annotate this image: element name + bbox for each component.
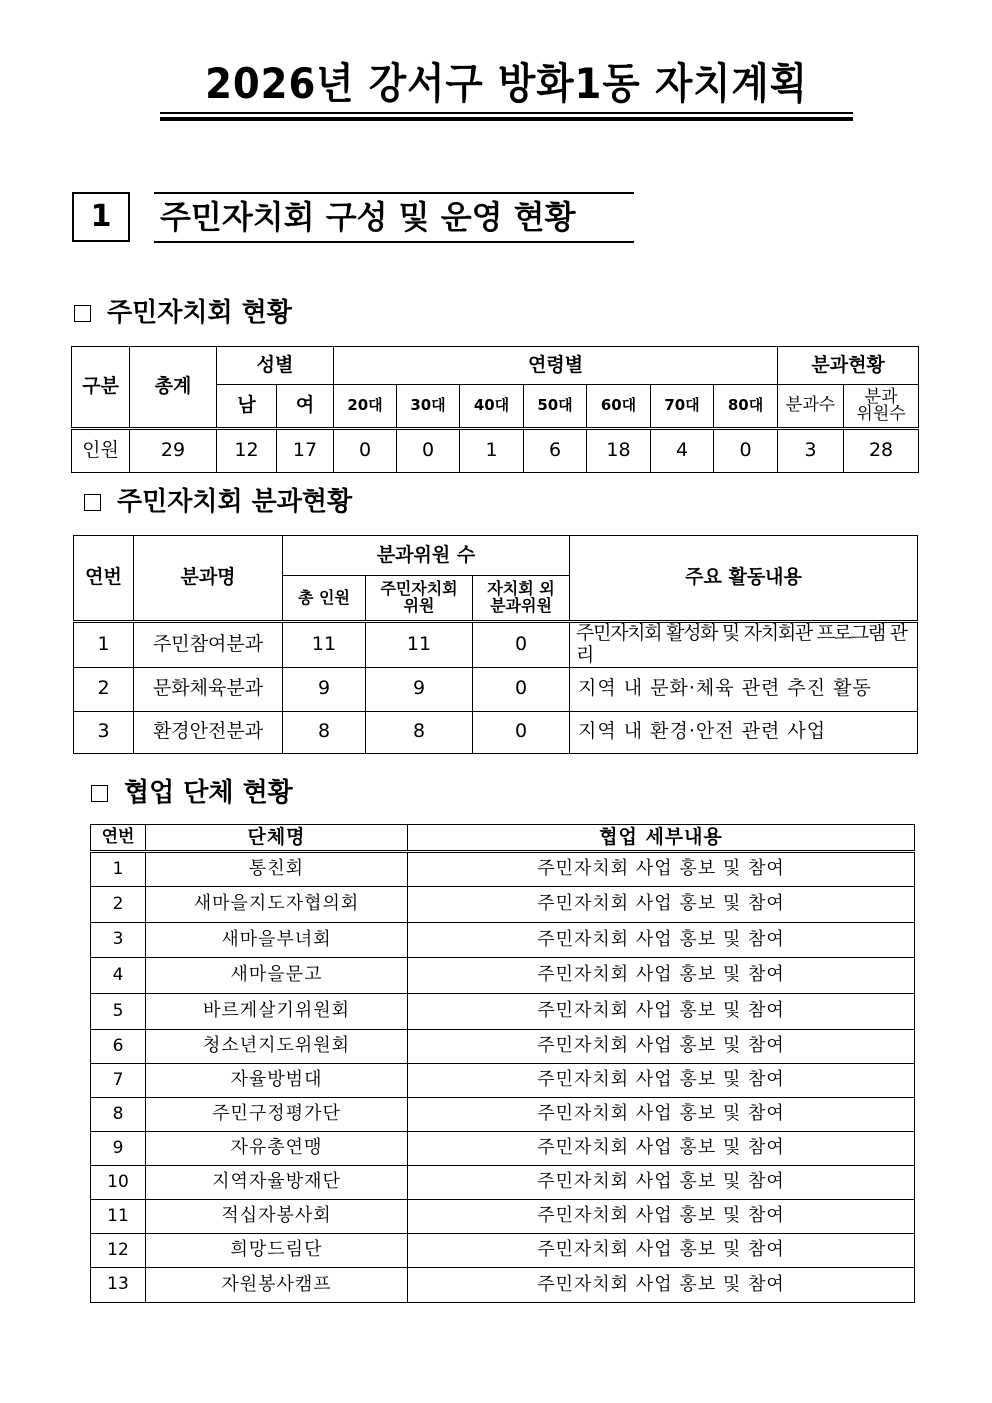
row-name: 자유총연맹 (146, 1132, 408, 1166)
row-no: 7 (91, 1064, 146, 1098)
value-age-80s: 0 (714, 429, 778, 473)
row-name: 자원봉사캠프 (146, 1268, 408, 1303)
row-activity: 지역 내 환경·안전 관련 사업 (570, 711, 918, 753)
row-detail: 주민자치회 사업 홍보 및 참여 (408, 1268, 915, 1303)
row-no: 11 (91, 1200, 146, 1234)
table-row (91, 1268, 915, 1303)
title-underline-thick (160, 117, 853, 121)
value-subcommittee-count: 3 (778, 429, 844, 473)
value-total: 29 (130, 429, 217, 473)
square-bullet-icon (84, 494, 101, 511)
document-title: 2026년 강서구 방화1동 자치계획 (205, 59, 808, 108)
header-age-40s: 40대 (460, 385, 524, 429)
value-subcommittee-members: 28 (844, 429, 919, 473)
table-row (91, 994, 915, 1030)
subheading-subcommittees-text: 주민자치회 분과현황 (117, 487, 353, 517)
row-total: 8 (283, 711, 366, 753)
row-name: 자율방범대 (146, 1064, 408, 1098)
header-age-20s: 20대 (334, 385, 397, 429)
table-row (91, 1166, 915, 1200)
row-no: 1 (74, 622, 134, 668)
row-total: 9 (283, 667, 366, 711)
row-external: 0 (473, 711, 570, 753)
row-name: 환경안전분과 (134, 711, 283, 753)
row-name: 지역자율방재단 (146, 1166, 408, 1200)
header-activities: 주요 활동내용 (570, 536, 918, 622)
value-male: 12 (217, 429, 277, 473)
row-label: 인원 (72, 429, 130, 473)
row-no: 5 (91, 994, 146, 1030)
row-detail: 주민자치회 사업 홍보 및 참여 (408, 887, 915, 923)
subheading-status (74, 297, 292, 329)
header-council-members-line1: 주민자치회 (380, 579, 458, 599)
section-title-rule-top (154, 192, 634, 194)
row-name: 새마을지도자협의회 (146, 887, 408, 923)
header-age-70s: 70대 (651, 385, 714, 429)
section-title-rule-bottom (154, 241, 634, 243)
subheading-partners (91, 777, 293, 809)
table-row (91, 852, 915, 887)
row-council: 11 (366, 622, 473, 668)
row-detail: 주민자치회 사업 홍보 및 참여 (408, 1234, 915, 1268)
row-no: 12 (91, 1234, 146, 1268)
status-table (71, 346, 919, 473)
row-name: 희망드림단 (146, 1234, 408, 1268)
table-row (91, 887, 915, 923)
row-no: 3 (74, 711, 134, 753)
row-detail: 주민자치회 사업 홍보 및 참여 (408, 1166, 915, 1200)
table-row (74, 667, 918, 711)
value-age-50s: 6 (524, 429, 587, 473)
header-subcommittee: 분과현황 (778, 347, 919, 385)
header-no: 연번 (91, 825, 146, 852)
row-no: 2 (91, 887, 146, 923)
row-no: 2 (74, 667, 134, 711)
header-no: 연번 (74, 536, 134, 622)
table-row (91, 1098, 915, 1132)
row-no: 3 (91, 923, 146, 958)
row-activity: 지역 내 문화·체육 관련 추진 활동 (570, 667, 918, 711)
row-no: 10 (91, 1166, 146, 1200)
row-name: 문화체육분과 (134, 667, 283, 711)
header-external-members (473, 576, 570, 622)
header-age-30s: 30대 (397, 385, 460, 429)
table-row (91, 1030, 915, 1064)
header-age-50s: 50대 (524, 385, 587, 429)
row-name: 주민구정평가단 (146, 1098, 408, 1132)
row-detail: 주민자치회 사업 홍보 및 참여 (408, 1098, 915, 1132)
value-age-40s: 1 (460, 429, 524, 473)
row-name: 청소년지도위원회 (146, 1030, 408, 1064)
header-age-60s: 60대 (587, 385, 651, 429)
header-name: 분과명 (134, 536, 283, 622)
value-age-60s: 18 (587, 429, 651, 473)
partners-table (90, 824, 915, 1303)
header-council-members (366, 576, 473, 622)
row-detail: 주민자치회 사업 홍보 및 참여 (408, 1030, 915, 1064)
header-details: 협업 세부내용 (408, 825, 915, 852)
header-subcommittee-members (844, 385, 919, 429)
subheading-subcommittees (84, 486, 352, 518)
row-name: 적십자봉사회 (146, 1200, 408, 1234)
row-detail: 주민자치회 사업 홍보 및 참여 (408, 994, 915, 1030)
row-name: 새마을부녀회 (146, 923, 408, 958)
value-age-30s: 0 (397, 429, 460, 473)
header-male: 남 (217, 385, 277, 429)
row-council: 9 (366, 667, 473, 711)
subcommittees-table (73, 535, 918, 754)
row-name: 통친회 (146, 852, 408, 887)
value-age-20s: 0 (334, 429, 397, 473)
value-age-70s: 4 (651, 429, 714, 473)
header-female: 여 (277, 385, 334, 429)
row-no: 6 (91, 1030, 146, 1064)
header-subcommittee-members-line2: 위원수 (856, 404, 906, 424)
title-underline-thin (160, 112, 853, 114)
subheading-partners-text: 협업 단체 현황 (124, 778, 293, 808)
header-external-members-line2: 분과위원 (490, 596, 552, 615)
header-council-members-line2: 위원 (403, 596, 435, 615)
row-detail: 주민자치회 사업 홍보 및 참여 (408, 852, 915, 887)
subheading-status-text: 주민자치회 현황 (107, 298, 292, 328)
row-name: 주민참여분과 (134, 622, 283, 668)
row-no: 1 (91, 852, 146, 887)
header-age-80s: 80대 (714, 385, 778, 429)
section-title: 주민자치회 구성 및 운영 현황 (160, 198, 576, 236)
table-row (91, 1234, 915, 1268)
row-detail: 주민자치회 사업 홍보 및 참여 (408, 923, 915, 958)
header-gender: 성별 (217, 347, 334, 385)
row-total: 11 (283, 622, 366, 668)
header-subcommittee-members-line1: 분과 (864, 387, 898, 407)
table-row (91, 958, 915, 994)
table-row (91, 923, 915, 958)
row-activity: 주민자치회 활성화 및 자치회관 프로그램 관리 (570, 622, 918, 668)
header-subcommittee-count: 분과수 (778, 385, 844, 429)
row-detail: 주민자치회 사업 홍보 및 참여 (408, 1064, 915, 1098)
table-row (74, 622, 918, 668)
row-no: 13 (91, 1268, 146, 1303)
header-total-members: 총 인원 (283, 576, 366, 622)
row-name: 새마을문고 (146, 958, 408, 994)
section-number-box: 1 (72, 192, 130, 242)
row-no: 4 (91, 958, 146, 994)
value-female: 17 (277, 429, 334, 473)
header-age: 연령별 (334, 347, 778, 385)
header-total: 총계 (130, 347, 217, 429)
square-bullet-icon (91, 785, 108, 802)
row-no: 8 (91, 1098, 146, 1132)
row-detail: 주민자치회 사업 홍보 및 참여 (408, 958, 915, 994)
header-name: 단체명 (146, 825, 408, 852)
row-name: 바르게살기위원회 (146, 994, 408, 1030)
row-detail: 주민자치회 사업 홍보 및 참여 (408, 1132, 915, 1166)
row-external: 0 (473, 667, 570, 711)
header-category: 구분 (72, 347, 130, 429)
table-row (74, 711, 918, 753)
row-council: 8 (366, 711, 473, 753)
header-external-members-line1: 자치회 외 (487, 579, 555, 599)
table-row (91, 1200, 915, 1234)
table-row (91, 1064, 915, 1098)
table-row (91, 1132, 915, 1166)
square-bullet-icon (74, 305, 91, 322)
row-no: 9 (91, 1132, 146, 1166)
row-external: 0 (473, 622, 570, 668)
row-detail: 주민자치회 사업 홍보 및 참여 (408, 1200, 915, 1234)
header-members: 분과위원 수 (283, 536, 570, 576)
